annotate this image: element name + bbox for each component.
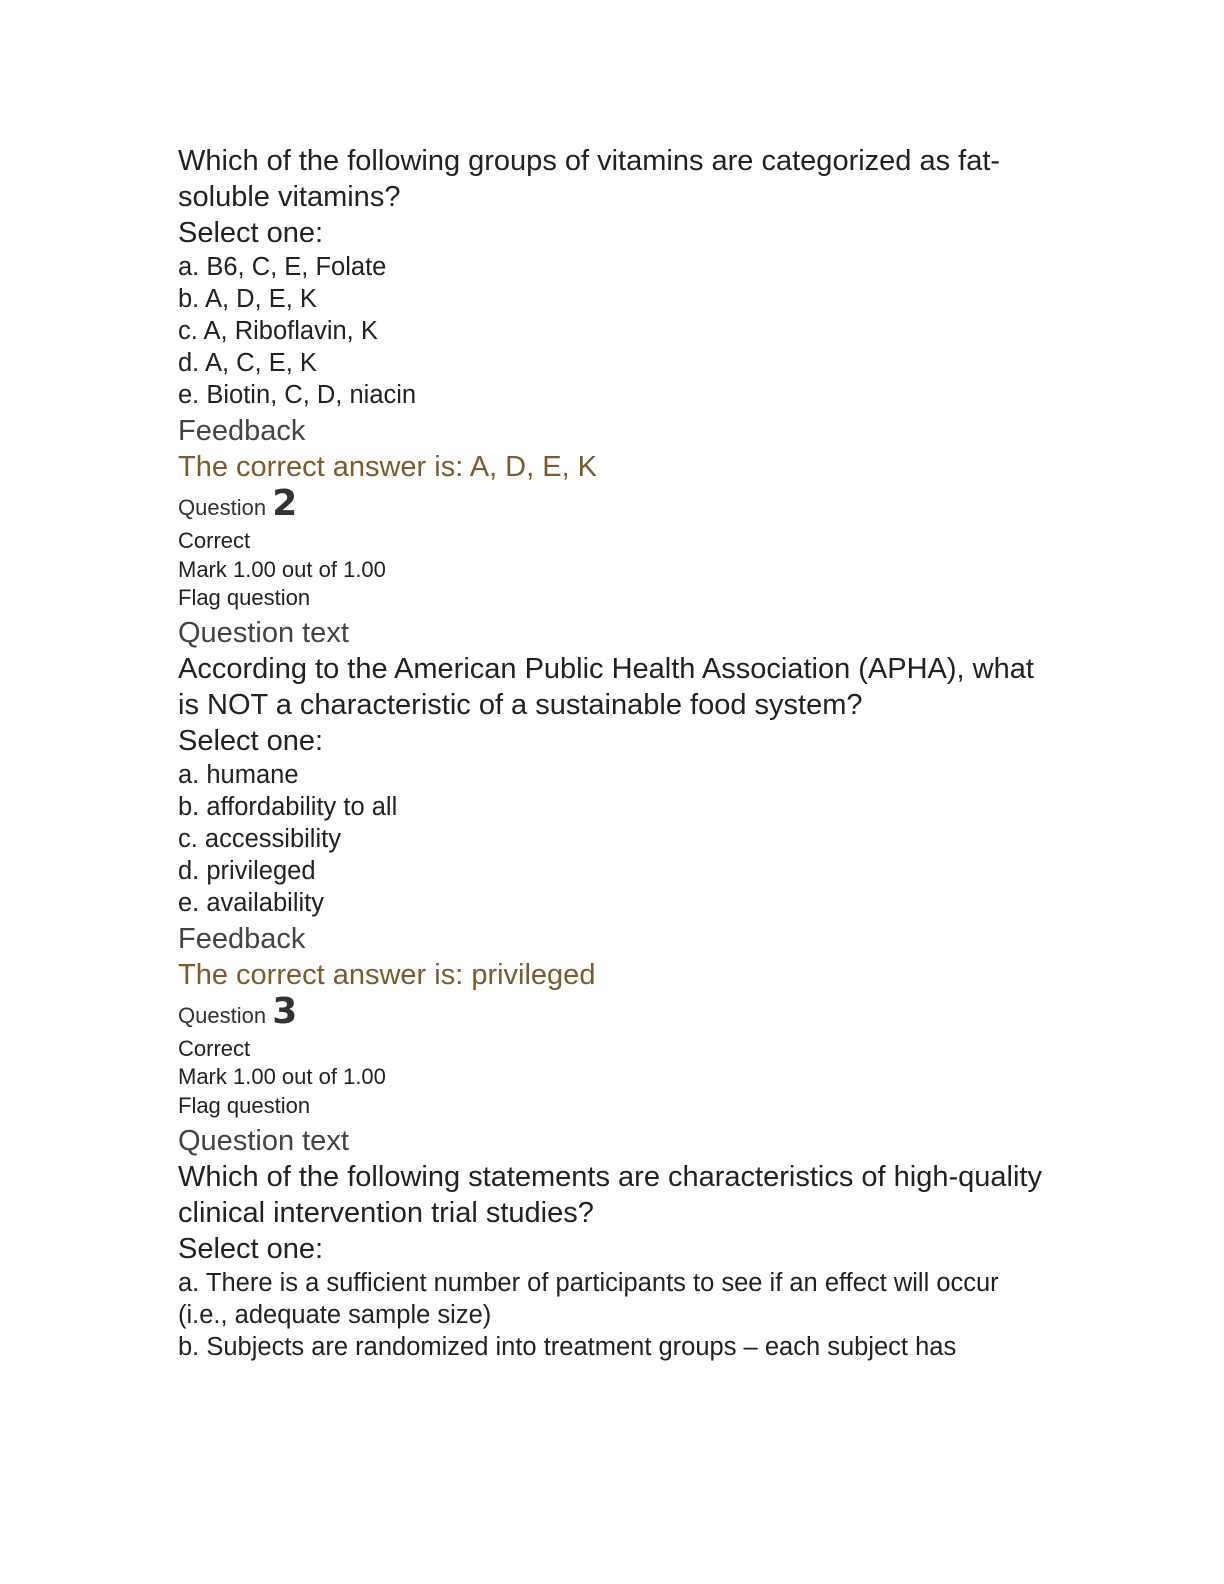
question-2-option-c[interactable]: c. accessibility	[178, 824, 341, 853]
question-3-select-label: Select one:	[178, 1232, 324, 1265]
question-number: 2	[272, 483, 298, 524]
question-2-flag-link[interactable]: Flag question	[178, 585, 311, 611]
question-3-status: Correct	[178, 1035, 251, 1061]
question-number: 3	[272, 990, 298, 1032]
question-2-correct-answer: The correct answer is: privileged	[178, 958, 596, 991]
question-2-header	[178, 485, 1048, 527]
quiz-review-page	[178, 143, 1048, 1363]
question-1-text: Which of the following groups of vitamins are categorized as fat-soluble vitamins?	[178, 145, 1001, 213]
question-3-text-heading: Question text	[178, 1124, 349, 1157]
question-2-text: According to the American Public Health Association (APHA), what is NOT a characteristic of a sustainable food system?	[178, 652, 1034, 721]
question-3-text: Which of the following statements are characteristics of high-quality clinical intervention trial studies?	[178, 1160, 1042, 1229]
question-2-option-e[interactable]: e. availability	[178, 888, 324, 917]
question-3-mark: Mark 1.00 out of 1.00	[178, 1064, 386, 1090]
question-2-status: Correct	[178, 528, 251, 553]
question-1-option-e[interactable]: e. Biotin, C, D, niacin	[178, 381, 417, 409]
question-3-header	[178, 990, 1048, 1035]
question-3-flag-link[interactable]: Flag question	[178, 1092, 311, 1118]
question-1-option-b[interactable]: b. A, D, E, K	[178, 285, 317, 313]
question-1-feedback-heading: Feedback	[178, 415, 306, 447]
question-3-option-b[interactable]: b. Subjects are randomized into treatment groups – each subject has	[178, 1332, 957, 1361]
question-1-correct-answer: The correct answer is: A, D, E, K	[178, 451, 598, 483]
question-2-mark: Mark 1.00 out of 1.00	[178, 556, 386, 582]
question-label: Question	[178, 1002, 267, 1028]
question-1-option-a[interactable]: a. B6, C, E, Folate	[178, 253, 387, 281]
question-2-feedback-heading: Feedback	[178, 922, 306, 955]
question-2-select-label: Select one:	[178, 724, 324, 757]
question-2-option-d[interactable]: d. privileged	[178, 856, 316, 885]
question-2-text-heading: Question text	[178, 616, 349, 649]
question-1-option-d[interactable]: d. A, C, E, K	[178, 349, 317, 377]
question-1-select-label: Select one:	[178, 217, 324, 249]
question-label: Question	[178, 495, 267, 520]
question-2-option-a[interactable]: a. humane	[178, 760, 299, 789]
question-1-option-c[interactable]: c. A, Riboflavin, K	[178, 317, 378, 345]
question-3-option-a[interactable]: a. There is a sufficient number of participants to see if an effect will occur (i.e., adequate sample size)	[178, 1268, 999, 1329]
question-2-option-b[interactable]: b. affordability to all	[178, 792, 398, 821]
